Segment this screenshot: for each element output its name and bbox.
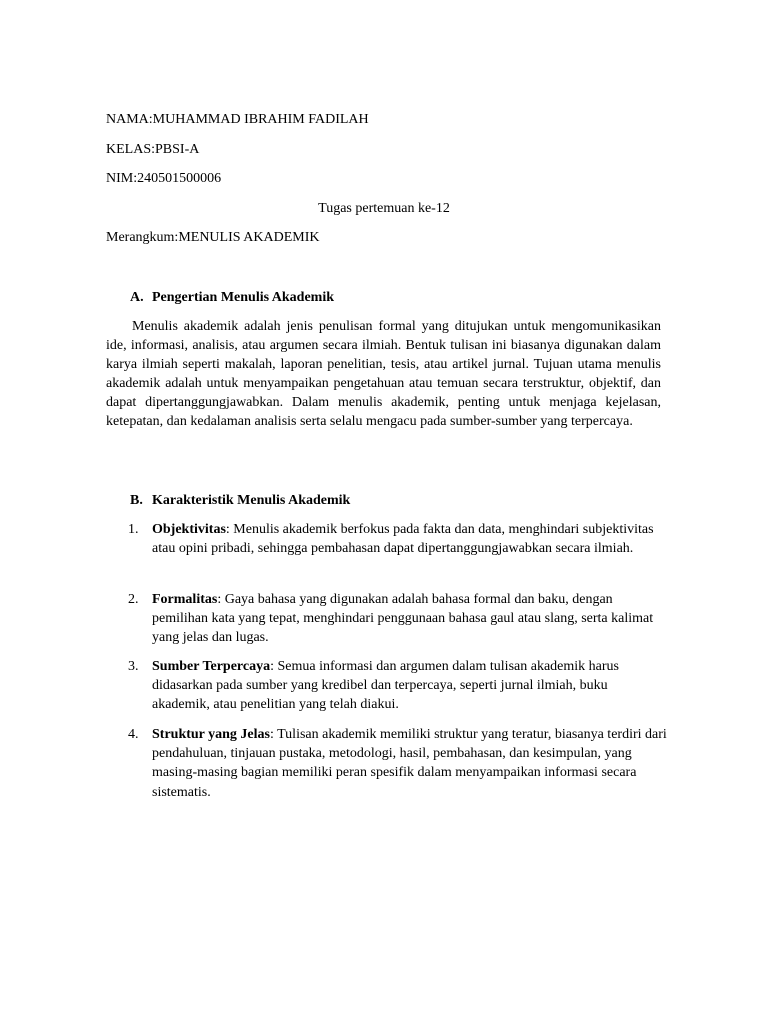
- list-item-number: 1.: [128, 522, 139, 537]
- list-item-text: : Semua informasi dan argumen dalam tulisan akademik harus didasarkan pada sumber yang kredibel dan terpercaya, seperti jurnal ilmiah, buku akademik, atau penelitian yang telah diakui.: [152, 659, 619, 713]
- assignment-title: Tugas pertemuan ke-12: [318, 201, 450, 216]
- list-item-term: Struktur yang Jelas: [152, 727, 270, 742]
- list-item-term: Objektivitas: [152, 522, 226, 537]
- list-item-text: : Gaya bahasa yang digunakan adalah bahasa formal dan baku, dengan pemilihan kata yang tepat, menghindari penggunaan bahasa gaul atau slang, serta kalimat yang jelas dan lugas.: [152, 592, 654, 646]
- list-item-text: : Tulisan akademik memiliki struktur yang teratur, biasanya terdiri dari pendahuluan, tinjauan pustaka, metodologi, hasil, pembahasan, dan kesimpulan, yang masing-masing bagian memiliki peran spesifik dalam menyampaikan informasi secara sistematis.: [152, 727, 667, 800]
- section-a-paragraph: Menulis akademik adalah jenis penulisan formal yang ditujukan untuk mengomunikasikan ide, informasi, analisis, atau argumen secara ilmiah. Bentuk tulisan ini biasanya digunakan dalam karya ilmiah seperti makalah, laporan penelitian, tesis, atau artikel jurnal. Tujuan utama menulis akademik adalah untuk menyampaikan pengetahuan atau temuan secara terstruktur, objektif, dan dapat dipertanggungjawabkan. Dalam menulis akademik, penting untuk menjaga kejelasan, ketepatan, dan kedalaman analisis serta selalu mengacu pada sumber-sumber yang terpercaya.: [106, 319, 661, 430]
- list-item-number: 2.: [128, 592, 139, 607]
- section-a-letter: A.: [130, 290, 144, 305]
- list-item-number: 4.: [128, 727, 139, 742]
- section-b-heading: [130, 492, 350, 509]
- list-item: [128, 590, 668, 648]
- section-b-letter: B.: [130, 493, 143, 508]
- list-item: [128, 657, 668, 715]
- summary-topic: Merangkum:MENULIS AKADEMIK: [106, 230, 320, 245]
- list-item-term: Formalitas: [152, 592, 218, 607]
- section-a-heading: [130, 289, 334, 306]
- list-item: [128, 520, 668, 558]
- student-id: NIM:240501500006: [106, 171, 222, 186]
- section-a-title: Pengertian Menulis Akademik: [152, 290, 335, 305]
- student-name: NAMA:MUHAMMAD IBRAHIM FADILAH: [106, 112, 369, 127]
- student-class: KELAS:PBSI-A: [106, 142, 200, 157]
- list-item-term: Sumber Terpercaya: [152, 659, 271, 674]
- list-item: [128, 725, 668, 802]
- section-b-title: Karakteristik Menulis Akademik: [152, 493, 351, 508]
- list-item-number: 3.: [128, 659, 139, 674]
- list-item-text: : Menulis akademik berfokus pada fakta dan data, menghindari subjektivitas atau opini pribadi, sehingga pembahasan dapat dipertanggungjawabkan secara ilmiah.: [152, 522, 654, 557]
